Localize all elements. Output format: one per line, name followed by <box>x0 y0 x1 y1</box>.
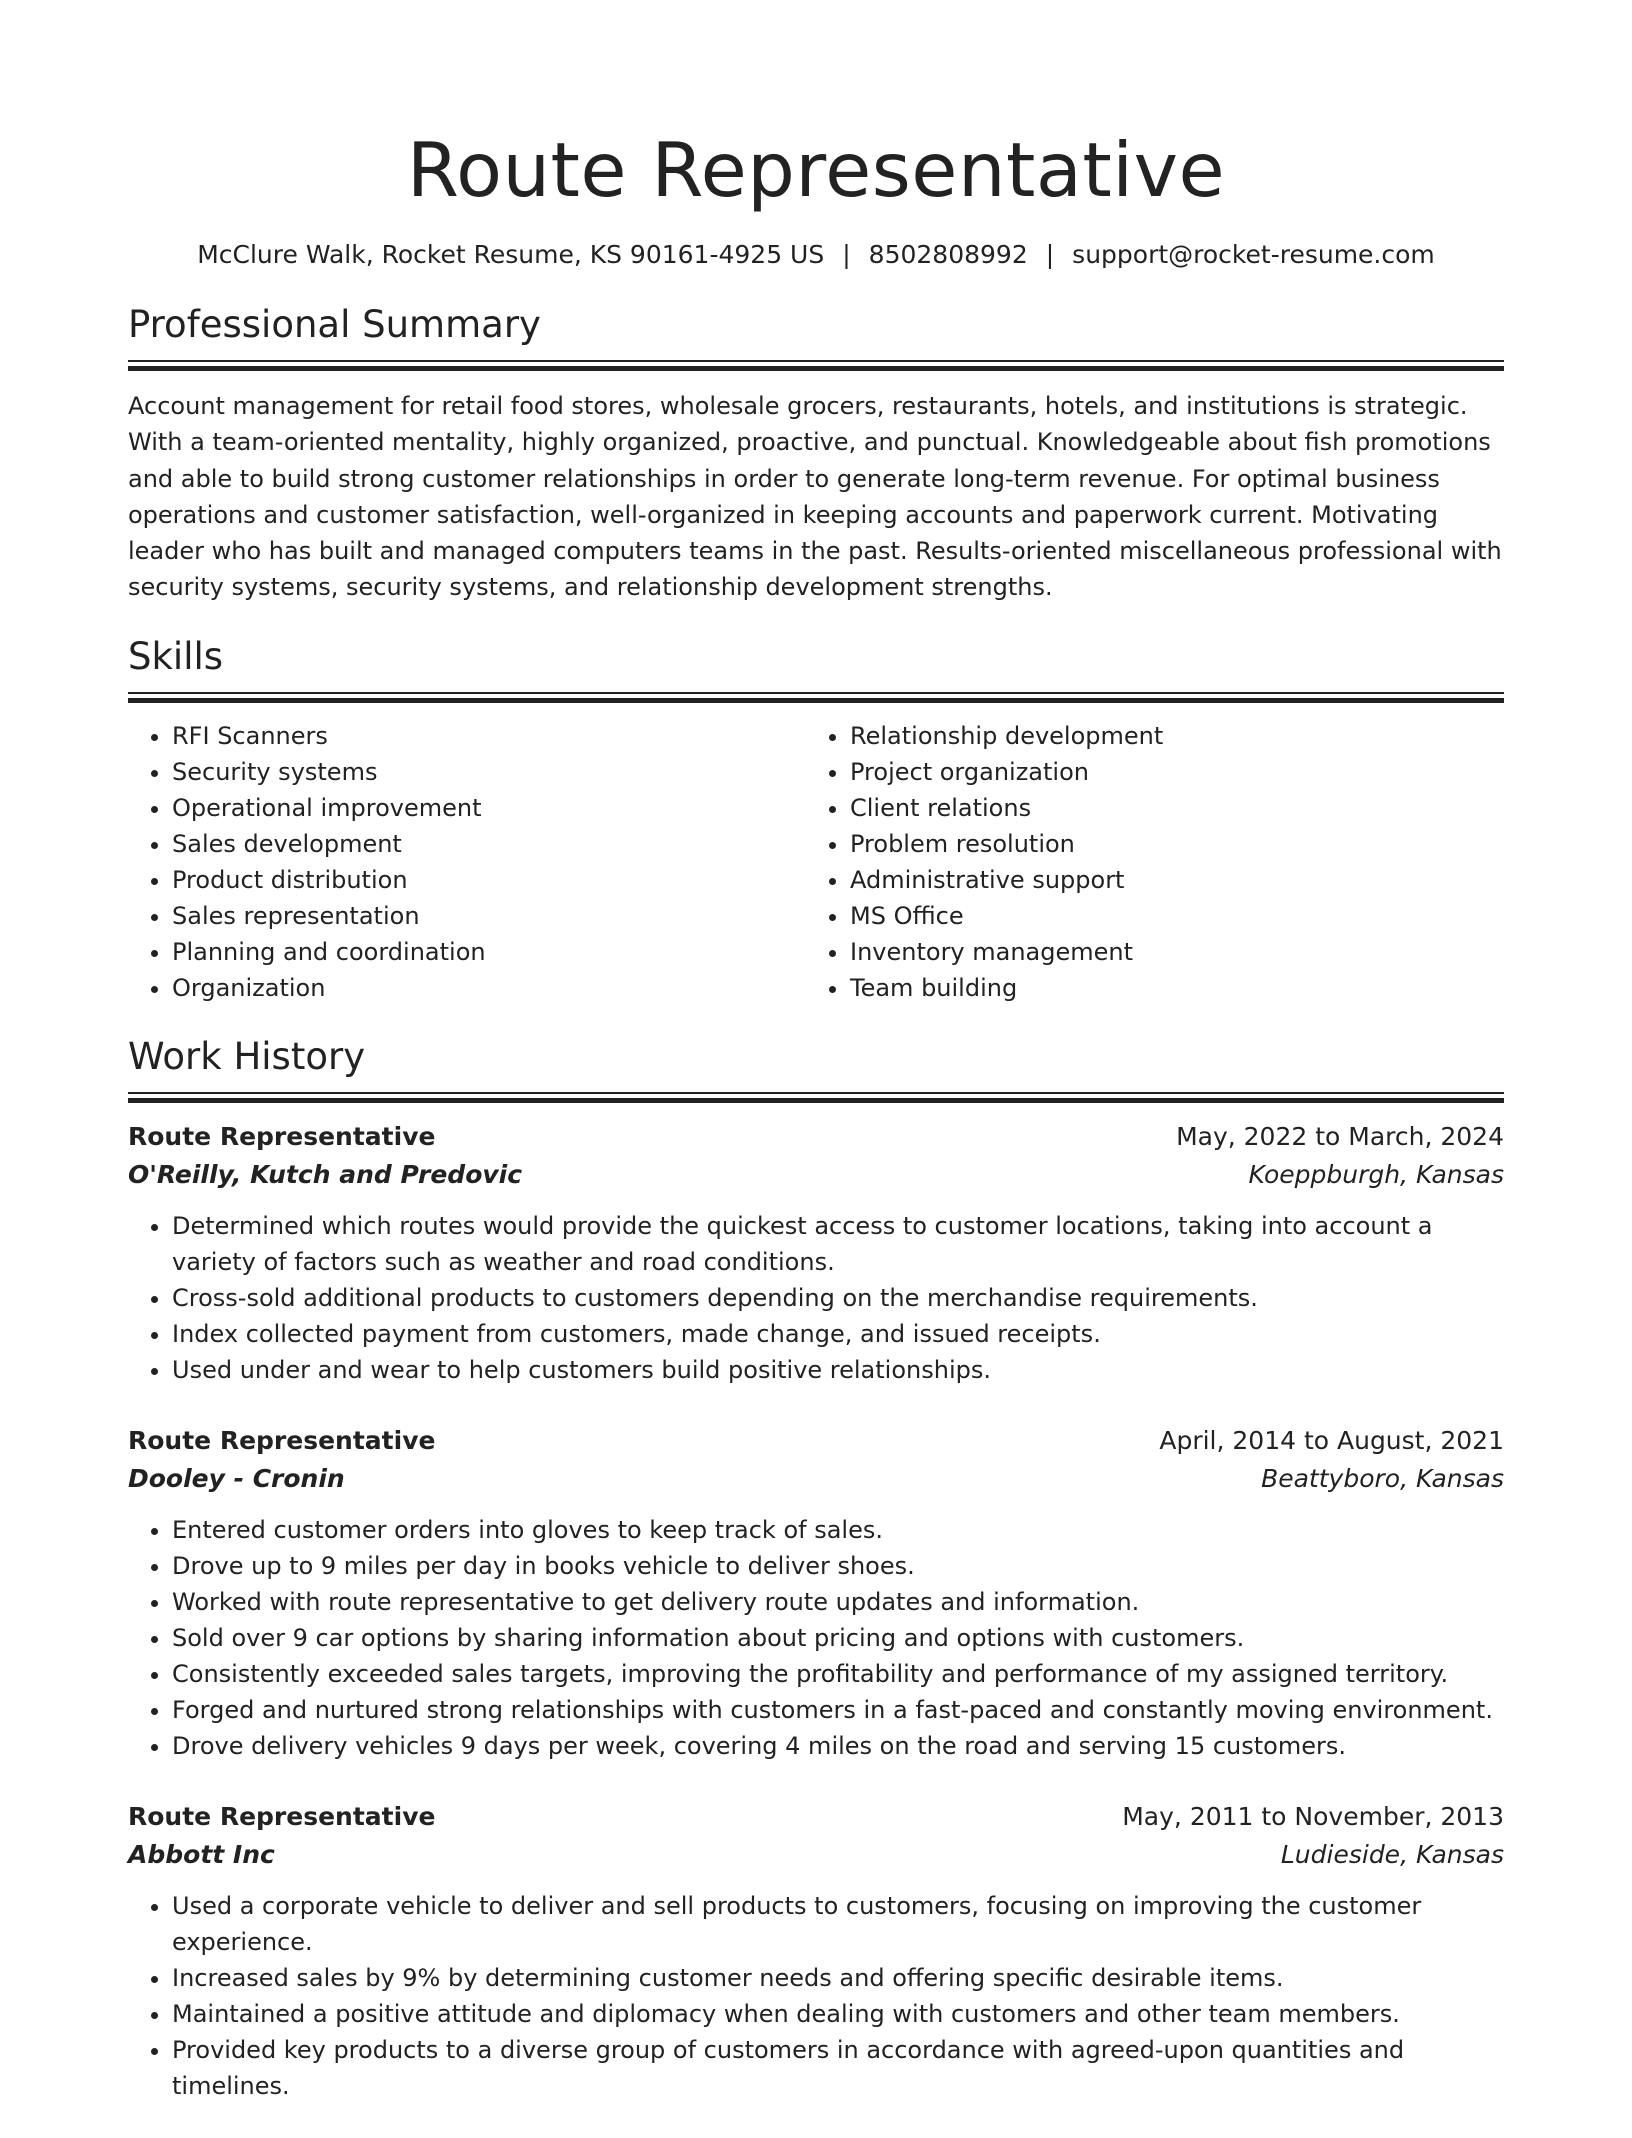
job-dates: May, 2022 to March, 2024 <box>1176 1121 1504 1151</box>
job-subheader <box>128 1460 1504 1498</box>
job-company: Dooley - Cronin <box>128 1463 345 1493</box>
job-entry <box>128 1422 1504 1764</box>
job-header <box>128 1422 1504 1460</box>
skill-item: • Operational improvement <box>172 790 806 826</box>
job-bullet: • Index collected payment from customers, made change, and issued receipts. <box>172 1316 1504 1352</box>
job-entry <box>128 1118 1504 1388</box>
job-bullet: • Used under and wear to help customers build positive relationships. <box>172 1352 1504 1388</box>
resume-page <box>128 0 1504 2138</box>
job-bullet: • Sold over 9 car options by sharing information about pricing and options with customers. <box>172 1620 1504 1656</box>
job-bullets <box>128 1208 1504 1388</box>
job-location: Beattyboro, Kansas <box>1261 1463 1504 1493</box>
job-company: Abbott Inc <box>128 1839 275 1869</box>
job-location: Ludieside, Kansas <box>1280 1839 1504 1869</box>
section-divider <box>128 360 1504 370</box>
summary-section <box>128 302 1504 606</box>
job-bullet: • Used a corporate vehicle to deliver and sell products to customers, focusing on improving the customer experience. <box>172 1888 1504 1960</box>
job-bullet: • Forged and nurtured strong relationships with customers in a fast-paced and constantly moving environment. <box>172 1692 1504 1728</box>
job-entry <box>128 1798 1504 2104</box>
skills-list-right <box>806 718 1484 1006</box>
skill-item: • Problem resolution <box>850 826 1484 862</box>
work-history-section <box>128 1034 1504 2104</box>
job-list <box>128 1118 1504 2104</box>
skill-item: • Team building <box>850 970 1484 1006</box>
skills-list-left <box>128 718 806 1006</box>
skill-item: • Planning and coordination <box>172 934 806 970</box>
job-bullet: • Worked with route representative to get delivery route updates and information. <box>172 1584 1504 1620</box>
job-header <box>128 1798 1504 1836</box>
job-bullet: • Drove delivery vehicles 9 days per week, covering 4 miles on the road and serving 15 customers. <box>172 1728 1504 1764</box>
job-bullet: • Cross-sold additional products to customers depending on the merchandise requirements. <box>172 1280 1504 1316</box>
work-history-heading: Work History <box>128 1034 366 1078</box>
resume-name: Route Representative <box>406 126 1226 214</box>
skill-item: • Administrative support <box>850 862 1484 898</box>
job-bullets <box>128 1888 1504 2104</box>
job-bullet: • Increased sales by 9% by determining customer needs and offering specific desirable items. <box>172 1960 1504 1996</box>
skill-item: • Sales development <box>172 826 806 862</box>
job-subheader <box>128 1156 1504 1194</box>
contact-separator: | <box>842 240 851 269</box>
summary-heading: Professional Summary <box>128 303 541 346</box>
skill-item: • RFI Scanners <box>172 718 806 754</box>
job-bullet: • Provided key products to a diverse group of customers in accordance with agreed-upon quantities and timelines. <box>172 2032 1504 2104</box>
job-bullet: • Consistently exceeded sales targets, improving the profitability and performance of my assigned territory. <box>172 1656 1504 1692</box>
contact-email: support@rocket-resume.com <box>1072 240 1435 269</box>
skills-section <box>128 634 1504 1006</box>
contact-phone: 8502808992 <box>868 240 1028 269</box>
job-bullets <box>128 1512 1504 1764</box>
job-subheader <box>128 1836 1504 1874</box>
job-dates: May, 2011 to November, 2013 <box>1122 1801 1504 1831</box>
contact-address: McClure Walk, Rocket Resume, KS 90161-4925 US <box>197 240 825 269</box>
job-bullet: • Determined which routes would provide the quickest access to customer locations, taking into account a variety of factors such as weather and road conditions. <box>172 1208 1504 1280</box>
skill-item: • Inventory management <box>850 934 1484 970</box>
job-title: Route Representative <box>128 1425 436 1455</box>
skill-item: • Product distribution <box>172 862 806 898</box>
job-title: Route Representative <box>128 1121 436 1151</box>
job-bullet: • Maintained a positive attitude and diplomacy when dealing with customers and other team members. <box>172 1996 1504 2032</box>
job-bullet: • Entered customer orders into gloves to keep track of sales. <box>172 1512 1504 1548</box>
job-dates: April, 2014 to August, 2021 <box>1159 1425 1504 1455</box>
skill-item: • MS Office <box>850 898 1484 934</box>
skill-item: • Client relations <box>850 790 1484 826</box>
summary-text: Account management for retail food stores, wholesale grocers, restaurants, hotels, and institutions is strategic. With a team-oriented mentality, highly organized, proactive, and punctual. Knowledgeable about fish promotions and able to build strong customer relationships in order to generate long-term revenue. For optimal business operations and customer satisfaction, well-organized in keeping accounts and paperwork current. Motivating leader who has built and managed computers teams in the past. Results-oriented miscellaneous professional with security systems, security systems, and relationship development strengths. <box>128 392 1502 602</box>
job-location: Koeppburgh, Kansas <box>1248 1159 1504 1189</box>
skill-item: • Sales representation <box>172 898 806 934</box>
job-header <box>128 1118 1504 1156</box>
skill-item: • Project organization <box>850 754 1484 790</box>
contact-line <box>128 238 1504 272</box>
skill-item: • Relationship development <box>850 718 1484 754</box>
skill-item: • Security systems <box>172 754 806 790</box>
job-bullet: • Drove up to 9 miles per day in books vehicle to deliver shoes. <box>172 1548 1504 1584</box>
contact-separator: | <box>1045 240 1055 269</box>
section-divider <box>128 692 1504 702</box>
job-company: O'Reilly, Kutch and Predovic <box>128 1159 523 1189</box>
job-title: Route Representative <box>128 1801 436 1831</box>
skills-heading: Skills <box>128 634 224 678</box>
skill-item: • Organization <box>172 970 806 1006</box>
skills-columns <box>128 718 1504 1006</box>
section-divider <box>128 1092 1504 1102</box>
